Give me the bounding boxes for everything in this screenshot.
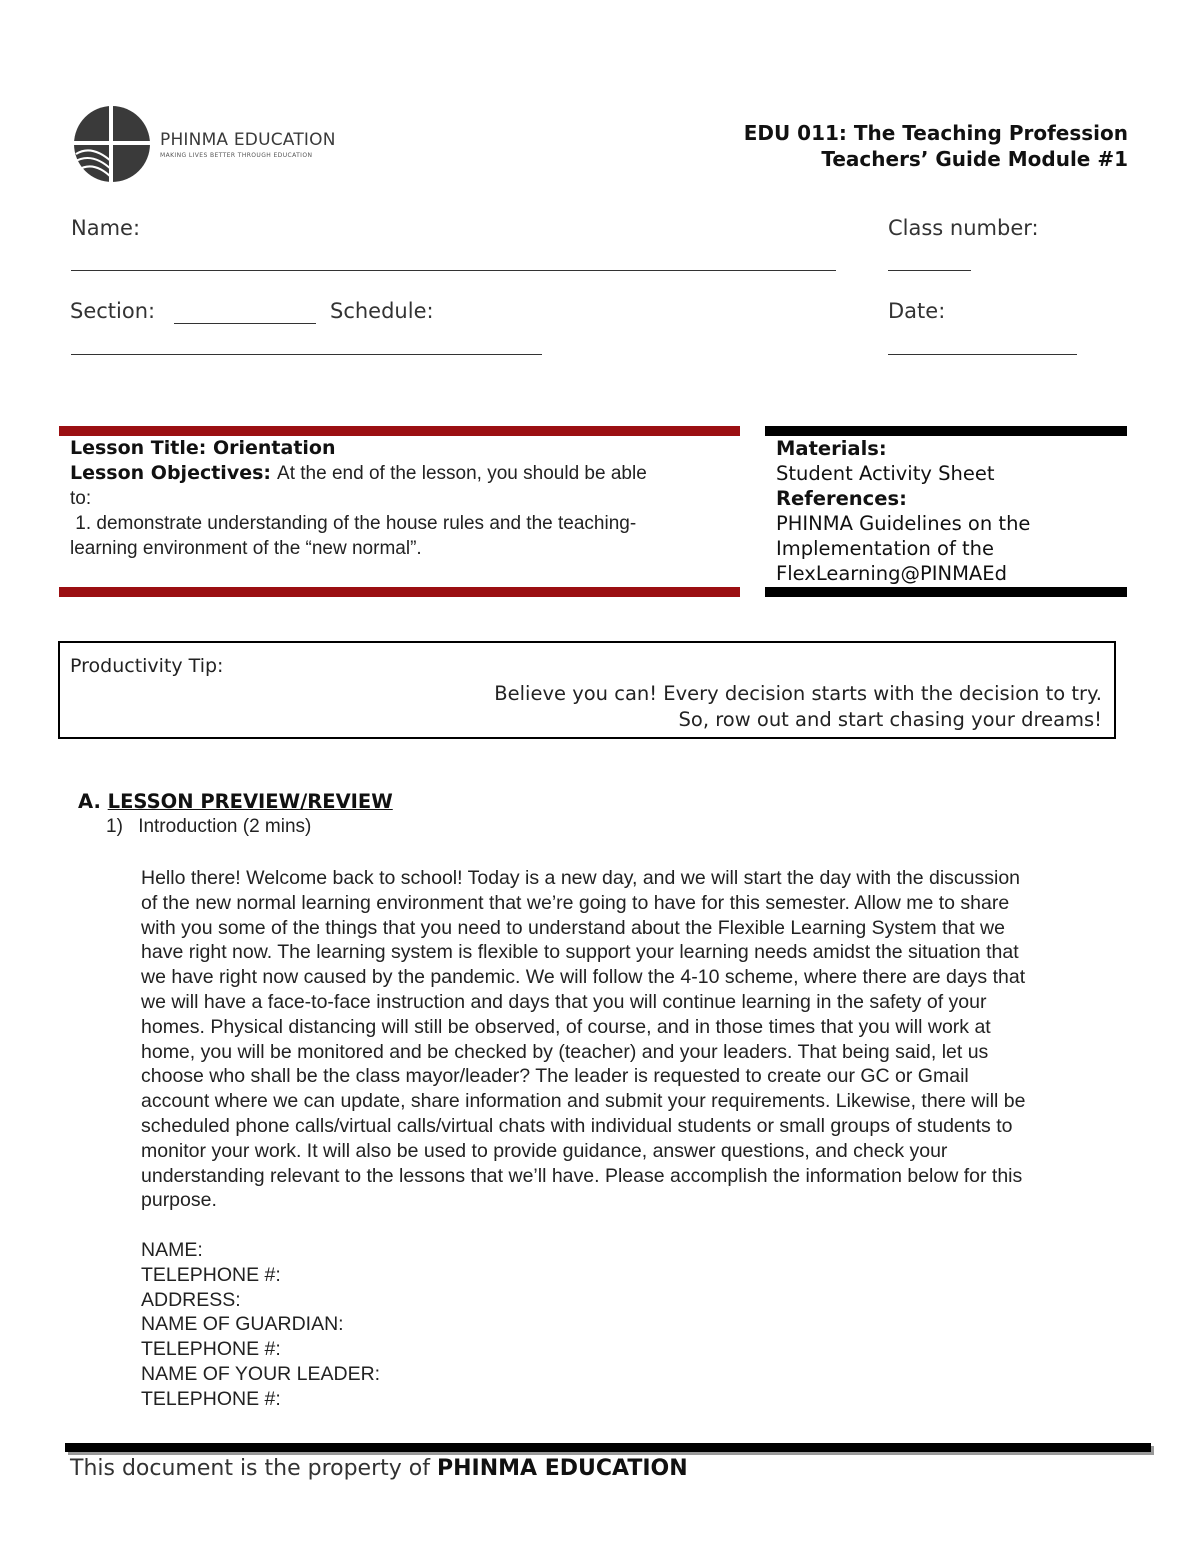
intro-label: Introduction (2 mins) xyxy=(138,816,312,837)
schedule-line[interactable] xyxy=(71,354,542,355)
references-line-2: Implementation of the xyxy=(776,537,995,560)
lesson-info xyxy=(70,436,738,561)
paragraph-line: we will have a face-to-face instruction and days that you will continue learning in the safety of your xyxy=(141,990,987,1013)
paragraph-line: with you some of the things that you need to understand about the Flexible Learning System that we xyxy=(141,916,1005,939)
footer-bar xyxy=(65,1443,1151,1452)
date-label: Date: xyxy=(888,299,946,323)
materials-value: Student Activity Sheet xyxy=(776,462,995,485)
lesson-title: Lesson Title: Orientation xyxy=(70,437,336,459)
info-field-telephone: TELEPHONE #: xyxy=(141,1263,281,1286)
class-number-line[interactable] xyxy=(888,270,971,271)
productivity-tip-box xyxy=(58,641,1116,739)
intro-number: 1) xyxy=(106,816,123,837)
info-field-address: ADDRESS: xyxy=(141,1288,241,1311)
paragraph-line: monitor your work. It will also be used to provide guidance, answer questions, and check your xyxy=(141,1139,948,1162)
paragraph-line: homes. Physical distancing will still be observed, of course, and in those times that you will work at xyxy=(141,1015,991,1038)
references-line-1: PHINMA Guidelines on the xyxy=(776,512,1031,535)
productivity-tip-label: Productivity Tip: xyxy=(70,655,224,677)
tip-line-1: Believe you can! Every decision starts with the decision to try. xyxy=(494,682,1102,705)
info-field-leader-telephone: TELEPHONE #: xyxy=(141,1387,281,1410)
section-a-heading xyxy=(78,790,393,813)
phinma-logo-icon xyxy=(72,104,152,184)
materials-top-bar xyxy=(765,426,1127,436)
productivity-tip-quote xyxy=(494,681,1102,733)
section-line[interactable] xyxy=(174,323,316,324)
info-field-list xyxy=(141,1238,380,1412)
date-line[interactable] xyxy=(888,354,1077,355)
footer-owner: PHINMA EDUCATION xyxy=(436,1456,688,1481)
references-label: References: xyxy=(776,487,907,510)
logo-tagline: MAKING LIVES BETTER THROUGH EDUCATION xyxy=(160,152,313,159)
materials-info xyxy=(776,436,1126,586)
section-a-letter: A. xyxy=(78,790,101,813)
objectives-text: At the end of the lesson, you should be able xyxy=(277,463,647,484)
objective-1-line-b: learning environment of the “new normal”. xyxy=(70,538,422,559)
paragraph-line: we have right now caused by the pandemic. We will follow the 4-10 scheme, where there are days that xyxy=(141,966,1026,989)
course-title: EDU 011: The Teaching Profession xyxy=(743,121,1128,145)
paragraph-line: Hello there! Welcome back to school! Today is a new day, and we will start the day with the discussion xyxy=(141,867,1021,889)
paragraph-line: understanding relevant to the lessons that we’ll have. Please accomplish the information below for this xyxy=(141,1164,1023,1187)
objectives-label: Lesson Objectives: xyxy=(70,462,271,484)
tip-line-2: So, row out and start chasing your dreams! xyxy=(678,708,1102,731)
paragraph-line: purpose. xyxy=(141,1189,217,1212)
name-label: Name: xyxy=(71,216,141,240)
references-line-3: FlexLearning@PINMAEd xyxy=(776,562,1007,585)
schedule-label: Schedule: xyxy=(330,299,434,323)
section-a-title: LESSON PREVIEW/REVIEW xyxy=(107,790,393,813)
lesson-top-bar xyxy=(59,426,740,436)
paragraph-line: choose who shall be the class mayor/leader? The leader is requested to create our GC or Gmail xyxy=(141,1065,969,1088)
paragraph-line: account where we can update, share information and submit your requirements. Likewise, there will be xyxy=(141,1090,1026,1113)
info-field-guardian: NAME OF GUARDIAN: xyxy=(141,1313,344,1336)
intro-paragraph xyxy=(141,866,1131,1213)
lesson-bottom-bar xyxy=(59,587,740,597)
section-label: Section: xyxy=(70,299,156,323)
info-field-leader: NAME OF YOUR LEADER: xyxy=(141,1362,381,1385)
paragraph-line: home, you will be monitored and be checked by (teacher) and your leaders. That being said, let us xyxy=(141,1040,989,1063)
paragraph-line: have right now. The learning system is flexible to support your learning needs amidst the situation that xyxy=(141,941,1019,964)
logo-name: PHINMA EDUCATION xyxy=(160,130,336,150)
info-field-guardian-telephone: TELEPHONE #: xyxy=(141,1338,281,1361)
objective-1-line-a: 1. demonstrate understanding of the house rules and the teaching- xyxy=(70,513,637,534)
objectives-cont: to: xyxy=(70,488,92,509)
materials-bottom-bar xyxy=(765,587,1127,597)
info-field-name: NAME: xyxy=(141,1239,203,1261)
course-header xyxy=(744,120,1128,172)
paragraph-line: scheduled phone calls/virtual calls/virtual chats with individual students or small groups of students to xyxy=(141,1114,1013,1137)
intro-item xyxy=(106,816,311,838)
paragraph-line: of the new normal learning environment that we’re going to have for this semester. Allow me to share xyxy=(141,891,1010,914)
class-number-label: Class number: xyxy=(888,216,1039,240)
materials-label: Materials: xyxy=(776,437,887,460)
footer-prefix: This document is the property of xyxy=(70,1456,437,1481)
footer-text xyxy=(70,1456,688,1481)
name-line[interactable] xyxy=(71,270,836,271)
module-title: Teachers’ Guide Module #1 xyxy=(821,147,1128,171)
